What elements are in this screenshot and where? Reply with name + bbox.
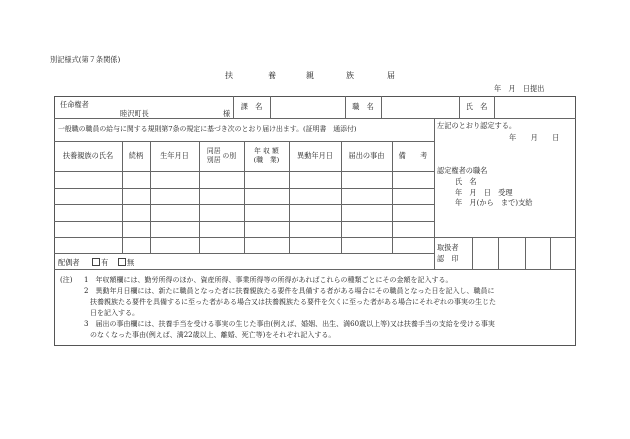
header-cohabit-bottom: 別居 xyxy=(206,156,221,164)
checkbox-icon xyxy=(118,258,126,266)
appointer-cell xyxy=(54,96,233,118)
title-char: 扶 xyxy=(225,71,233,80)
header-dependent-name: 扶養親族の氏名 xyxy=(62,151,114,161)
seal-box[interactable] xyxy=(525,237,550,269)
header-income-top: 年 収 額 xyxy=(254,147,279,155)
header-cohabit-top: 同居 xyxy=(206,147,221,155)
certifier-name: 氏 名 xyxy=(455,177,477,186)
header-remarks: 備 考 xyxy=(398,151,428,161)
appointer-name: 睦沢町長 xyxy=(120,109,149,118)
received-date: 年 月 日 受理 xyxy=(455,188,513,197)
handler-label-line1: 取扱者 xyxy=(437,243,459,252)
title-char: 養 xyxy=(268,71,276,80)
header-birth-date: 生年月日 xyxy=(160,151,189,161)
title-char: 族 xyxy=(346,71,354,80)
position-label: 職 名 xyxy=(352,102,374,112)
note-item: 3 届出の事由欄には、扶養手当を受ける事実の生じた事由(例えば、婚姻、出生、満60歳以上等)又は扶養手当の支給を受ける事実 xyxy=(84,320,495,328)
table-row[interactable] xyxy=(54,204,434,221)
spouse-label: 配偶者 xyxy=(58,258,80,267)
spouse-no-label: 無 xyxy=(126,258,135,267)
certification-text: 左記のとおり認定する。 xyxy=(437,121,517,130)
title-char: 親 xyxy=(306,71,314,80)
note-item: 2 異動年月日欄には、新たに職員となった者に扶養親族たる要件を具備する者がある場合にその職員となった日を記入し、職員に xyxy=(84,287,495,295)
note-item: のなくなった事由(例えば、満22歳以上、離婚、死亡等)をそれぞれ記入する。 xyxy=(90,331,336,339)
table-row[interactable] xyxy=(54,221,434,237)
name-field[interactable] xyxy=(494,96,576,118)
handler-label xyxy=(434,237,472,269)
spouse-yes-label: 有 xyxy=(101,258,109,267)
header-reason: 届出の事由 xyxy=(348,151,385,161)
table-row[interactable] xyxy=(54,237,434,253)
note-item: 扶養親族たる要件を具備するに至った者がある場合又は扶養親族たる要件を欠くに至った者がある場合にそれぞれの事実の生じた xyxy=(90,298,496,306)
header-cohabit xyxy=(199,141,244,171)
spouse-row xyxy=(58,258,134,266)
payment-period: 年 月(から まで)支給 xyxy=(455,198,533,207)
appointer-label: 任命権者 xyxy=(60,100,89,109)
seal-box[interactable] xyxy=(550,237,576,269)
certification-date: 年 月 日 xyxy=(509,133,560,142)
honorific: 様 xyxy=(223,109,231,118)
note-item: 日を記入する。 xyxy=(90,309,139,317)
form-label: 別記様式(第７条関係) xyxy=(50,55,121,64)
note-item: 1 年収額欄には、勤労所得のほか、資産所得、事業所得等の所得があればこれらの種類ごとにその金額を記入する。 xyxy=(84,276,453,284)
header-relationship: 続柄 xyxy=(128,151,144,161)
header-income-bottom: (職 業) xyxy=(253,156,280,164)
name-label: 氏 名 xyxy=(465,102,488,112)
section-label: 課 名 xyxy=(240,102,263,112)
header-income xyxy=(244,141,289,171)
submission-date: 年 月 日提出 xyxy=(494,84,545,93)
title-char: 届 xyxy=(387,71,395,80)
certifier-title: 認定権者の職名 xyxy=(437,166,488,175)
header-change-date: 異動年月日 xyxy=(297,151,333,161)
notes-prefix: (注) xyxy=(60,276,73,284)
seal-box[interactable] xyxy=(472,237,498,269)
spouse-yes-checkbox[interactable] xyxy=(92,258,108,267)
seal-box[interactable] xyxy=(498,237,525,269)
handler-label-line2: 認 印 xyxy=(437,254,459,263)
table-row[interactable] xyxy=(54,171,434,188)
table-row[interactable] xyxy=(54,188,434,204)
position-field[interactable] xyxy=(381,96,459,118)
checkbox-icon xyxy=(92,258,100,266)
intro-text: 一般職の職員の給与に関する規則第7条の規定に基づき次のとおり届け出ます。(証明書 通添付) xyxy=(58,125,357,133)
spouse-no-checkbox[interactable] xyxy=(118,258,134,267)
header-cohabit-suffix: の別 xyxy=(222,151,237,160)
section-field[interactable] xyxy=(270,96,345,118)
